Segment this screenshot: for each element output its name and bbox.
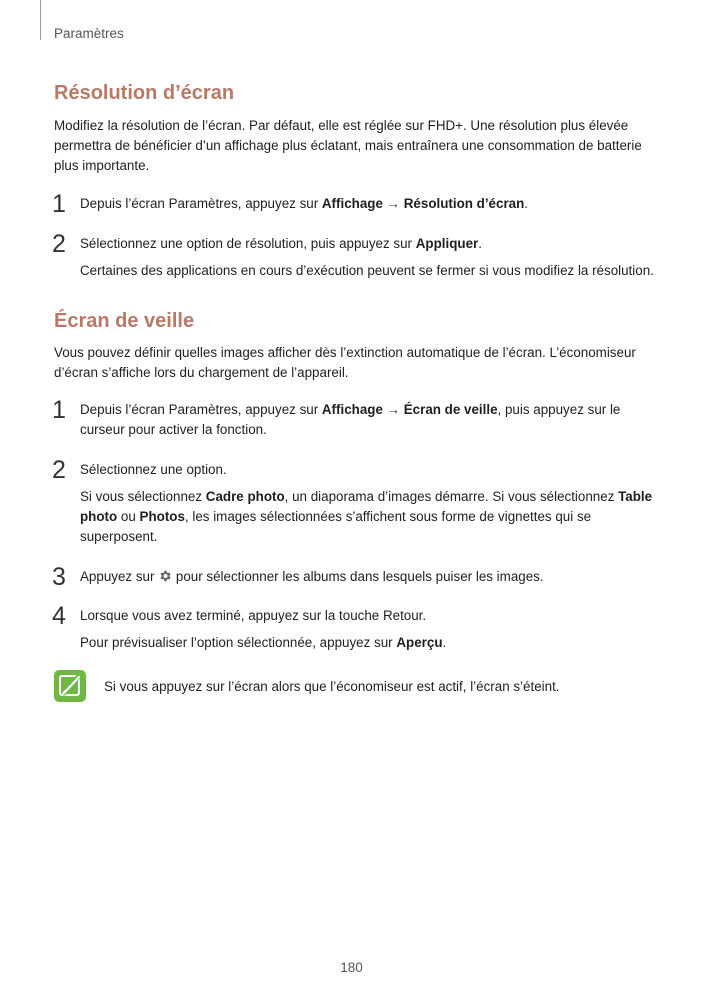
option-cadre-photo: Cadre photo (205, 489, 285, 504)
button-name-appliquer: Appliquer (415, 236, 479, 251)
step-number: 4 (52, 602, 66, 630)
menu-path-affichage: Affichage (321, 402, 383, 417)
option-apercu: Aperçu (396, 635, 443, 650)
gear-icon (158, 569, 172, 583)
section-intro-screensaver: Vous pouvez définir quelles images afficher dès l’extinction automatique de l’écran. L’économiseur d’écran s’affiche lors du chargement de l’appareil. (54, 345, 636, 380)
menu-path-resolution: Résolution d’écran (403, 196, 525, 211)
section-title-screensaver: Écran de veille (54, 310, 195, 332)
step-text: Depuis l’écran Paramètres, appuyez sur Affichage → Résolution d’écran. (80, 196, 529, 211)
step-text: Sélectionnez une option. (80, 462, 227, 477)
option-photos: Photos (139, 509, 185, 524)
section-title-resolution: Résolution d’écran (54, 82, 235, 104)
step-number: 2 (52, 456, 66, 484)
step-number: 1 (52, 396, 66, 424)
step-text: Lorsque vous avez terminé, appuyez sur la touche Retour. (80, 608, 427, 623)
menu-path-affichage: Affichage (321, 196, 383, 211)
section-intro-resolution: Modifiez la résolution de l’écran. Par défaut, elle est réglée sur FHD+. Une résolution plus élevée permettra de bénéficier d’un affichage plus éclatant, mais entraînera une consommation de batterie plus importante. (54, 118, 642, 173)
step-text: Appuyez sur pour sélectionner les albums dans lesquels puiser les images. (80, 569, 544, 584)
step-note: Certaines des applications en cours d’exécution peuvent se fermer si vous modifiez la résolution. (80, 263, 654, 278)
note-text: Si vous appuyez sur l’écran alors que l’économiseur est actif, l’écran s’éteint. (104, 679, 560, 694)
step-number: 1 (52, 190, 66, 218)
margin-rule (40, 0, 41, 40)
note-pencil-icon (54, 670, 86, 702)
step-number: 3 (52, 563, 66, 591)
step-text: Sélectionnez une option de résolution, puis appuyez sur Appliquer. (80, 236, 482, 251)
option-table-photo: Table photo (80, 489, 653, 524)
step-detail: Pour prévisualiser l’option sélectionnée, appuyez sur Aperçu. (80, 635, 447, 650)
running-header: Paramètres (54, 26, 124, 41)
step-text: Depuis l’écran Paramètres, appuyez sur Affichage → Écran de veille, puis appuyez sur le curseur pour activer la fonction. (80, 402, 621, 437)
menu-path-ecran-de-veille: Écran de veille (403, 402, 498, 417)
step-detail: Si vous sélectionnez Cadre photo, un diaporama d’images démarre. Si vous sélectionnez Table photo ou Photos, les images sélectionnées s’affichent sous forme de vignettes qui se superposent. (80, 489, 653, 544)
page-number: 180 (340, 960, 363, 975)
step-number: 2 (52, 230, 66, 258)
